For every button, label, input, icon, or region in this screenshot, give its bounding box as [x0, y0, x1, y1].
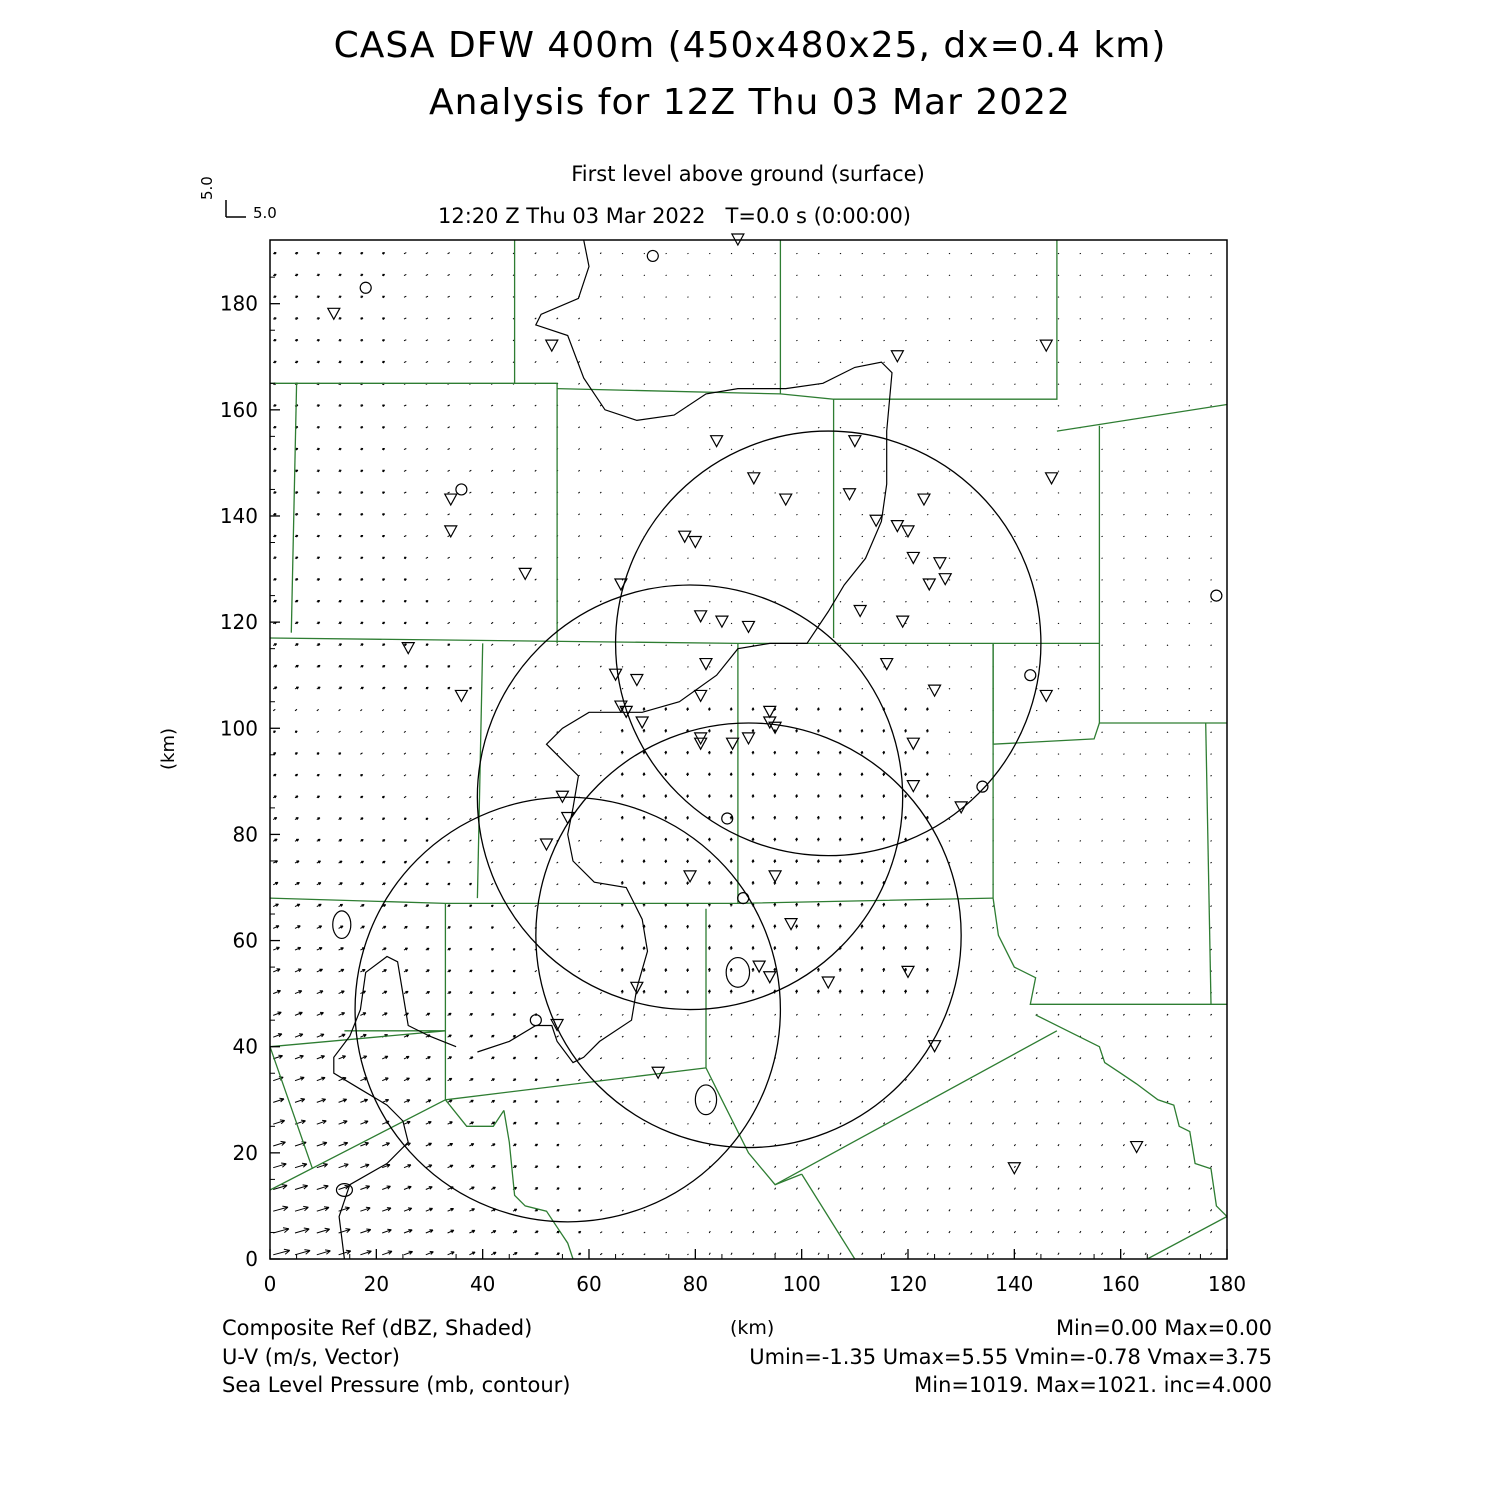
station-triangle	[907, 781, 919, 792]
county-line	[1206, 723, 1211, 1004]
station-triangle	[1046, 473, 1058, 484]
x-tick-label: 20	[363, 1272, 390, 1296]
isobar	[477, 240, 892, 1063]
x-tick-label: 100	[782, 1272, 821, 1296]
county-line	[834, 240, 1057, 399]
station-triangle	[1040, 690, 1052, 701]
county-line	[1057, 405, 1227, 432]
station-markers	[328, 234, 1222, 1174]
station-triangle	[955, 802, 967, 813]
map-title-line1: CASA DFW 400m (450x480x25, dx=0.4 km)	[333, 25, 1167, 66]
station-triangle	[923, 579, 935, 590]
station-triangle	[897, 616, 909, 627]
county-line	[270, 1047, 313, 1169]
y-tick-label: 160	[219, 397, 258, 422]
isobar-closed	[695, 1085, 716, 1115]
pressure-contours	[333, 240, 892, 1259]
station-triangle	[939, 574, 951, 585]
station-triangle	[727, 738, 739, 749]
station-triangle	[934, 558, 946, 569]
stats-shaded-field: Min=0.00 Max=0.00	[1055, 1316, 1272, 1340]
station-circle	[647, 250, 658, 261]
county-line	[270, 383, 557, 643]
station-triangle	[891, 351, 903, 362]
isobar-closed	[726, 958, 749, 988]
station-triangle	[844, 489, 856, 500]
station-triangle	[445, 526, 457, 537]
station-triangle	[743, 733, 755, 744]
county-line	[775, 1031, 1057, 1185]
county-boundaries	[270, 240, 1227, 1259]
county-line	[993, 643, 1099, 744]
station-triangle	[849, 436, 861, 447]
reference-vector-glyph	[226, 200, 246, 217]
station-triangle	[764, 706, 776, 717]
station-triangle	[907, 552, 919, 563]
station-triangle	[822, 977, 834, 988]
county-line	[270, 638, 1099, 643]
level-subtitle: First level above ground (surface)	[571, 162, 925, 186]
y-tick-label: 140	[219, 503, 258, 528]
station-triangle	[711, 436, 723, 447]
station-triangle	[764, 972, 776, 983]
station-triangle	[854, 606, 866, 617]
x-tick-label: 140	[995, 1272, 1034, 1296]
stats-contour-field: Min=1019. Max=1021. inc=4.000	[914, 1373, 1272, 1397]
y-tick-label: 20	[232, 1140, 258, 1165]
station-triangle	[743, 621, 755, 632]
legend-shaded-field: Composite Ref (dBZ, Shaded)	[222, 1316, 533, 1340]
station-triangle	[1008, 1163, 1020, 1174]
y-tick-label: 80	[232, 822, 258, 847]
county-line	[1036, 1015, 1227, 1217]
station-triangle	[610, 669, 622, 680]
county-line	[291, 383, 296, 632]
station-triangle	[1131, 1142, 1143, 1153]
station-circle	[360, 282, 371, 293]
y-tick-label: 120	[219, 610, 258, 635]
county-line	[557, 389, 834, 638]
station-triangle	[700, 659, 712, 670]
legend-contour-field: Sea Level Pressure (mb, contour)	[222, 1373, 571, 1397]
county-line	[504, 1110, 573, 1259]
station-triangle	[636, 717, 648, 728]
map-title-line2: Analysis for 12Z Thu 03 Mar 2022	[429, 82, 1071, 123]
county-line	[706, 909, 802, 1185]
isobar-closed	[336, 1184, 352, 1197]
station-triangle	[445, 494, 457, 505]
wind-vector-field	[273, 252, 1211, 1255]
station-triangle	[907, 738, 919, 749]
station-triangle	[918, 494, 930, 505]
radar-range-ring	[355, 797, 780, 1222]
county-line	[802, 1174, 855, 1259]
station-triangle	[328, 308, 340, 319]
station-triangle	[716, 616, 728, 627]
station-triangle	[695, 611, 707, 622]
legend-vector-field: U-V (m/s, Vector)	[222, 1345, 400, 1369]
station-circle	[530, 1015, 541, 1026]
x-tick-label: 60	[576, 1272, 602, 1296]
station-triangle	[455, 690, 467, 701]
county-line	[1099, 426, 1227, 723]
station-triangle	[769, 871, 781, 882]
county-line	[445, 903, 504, 1126]
station-triangle	[780, 494, 792, 505]
radar-range-rings	[355, 431, 1041, 1222]
isobar	[334, 957, 456, 1260]
station-triangle	[695, 690, 707, 701]
x-axis	[264, 1249, 1246, 1296]
y-tick-label: 100	[219, 716, 258, 741]
station-triangle	[881, 659, 893, 670]
stats-vector-field: Umin=-1.35 Umax=5.55 Vmin=-0.78 Vmax=3.75	[749, 1345, 1272, 1369]
station-circle	[456, 484, 467, 495]
x-tick-label: 160	[1101, 1272, 1140, 1296]
y-axis	[220, 277, 280, 1271]
county-line	[1147, 1217, 1227, 1260]
wind-vectors	[273, 252, 1211, 1255]
x-tick-label: 180	[1207, 1272, 1247, 1296]
station-circle	[1025, 670, 1036, 681]
x-tick-label: 40	[469, 1272, 496, 1296]
reference-vector-v-label: 5.0	[198, 176, 216, 200]
y-tick-label: 60	[232, 928, 258, 953]
station-triangle	[631, 675, 643, 686]
y-tick-label: 40	[232, 1034, 258, 1059]
radar-range-ring	[536, 723, 961, 1148]
county-line	[477, 643, 482, 898]
station-triangle	[402, 643, 414, 654]
y-tick-label: 180	[219, 291, 258, 316]
x-tick-label: 0	[263, 1272, 277, 1296]
station-triangle	[684, 871, 696, 882]
x-tick-label: 80	[682, 1272, 709, 1296]
station-triangle	[1040, 340, 1052, 351]
x-tick-label: 120	[888, 1272, 928, 1296]
station-triangle	[902, 966, 914, 977]
y-axis-unit-label: (km)	[158, 727, 179, 770]
y-tick-label: 0	[245, 1247, 258, 1271]
x-axis-unit-label: (km)	[730, 1317, 775, 1339]
station-triangle	[753, 961, 765, 972]
station-triangle	[929, 685, 941, 696]
station-triangle	[902, 526, 914, 537]
station-triangle	[748, 473, 760, 484]
county-line	[993, 898, 1227, 1004]
radar-range-ring	[477, 585, 902, 1010]
county-line	[445, 1068, 706, 1100]
station-circle	[738, 893, 749, 904]
isobar-closed	[333, 911, 351, 939]
station-triangle	[689, 537, 701, 548]
valid-time-label: 12:20 Z Thu 03 Mar 2022 T=0.0 s (0:00:00)	[438, 204, 911, 228]
station-circle	[1211, 590, 1222, 601]
station-triangle	[546, 340, 558, 351]
county-line	[270, 1100, 445, 1190]
station-triangle	[785, 919, 797, 930]
station-triangle	[540, 839, 552, 850]
station-triangle	[519, 568, 531, 579]
reference-vector-u-label: 5.0	[253, 204, 277, 222]
